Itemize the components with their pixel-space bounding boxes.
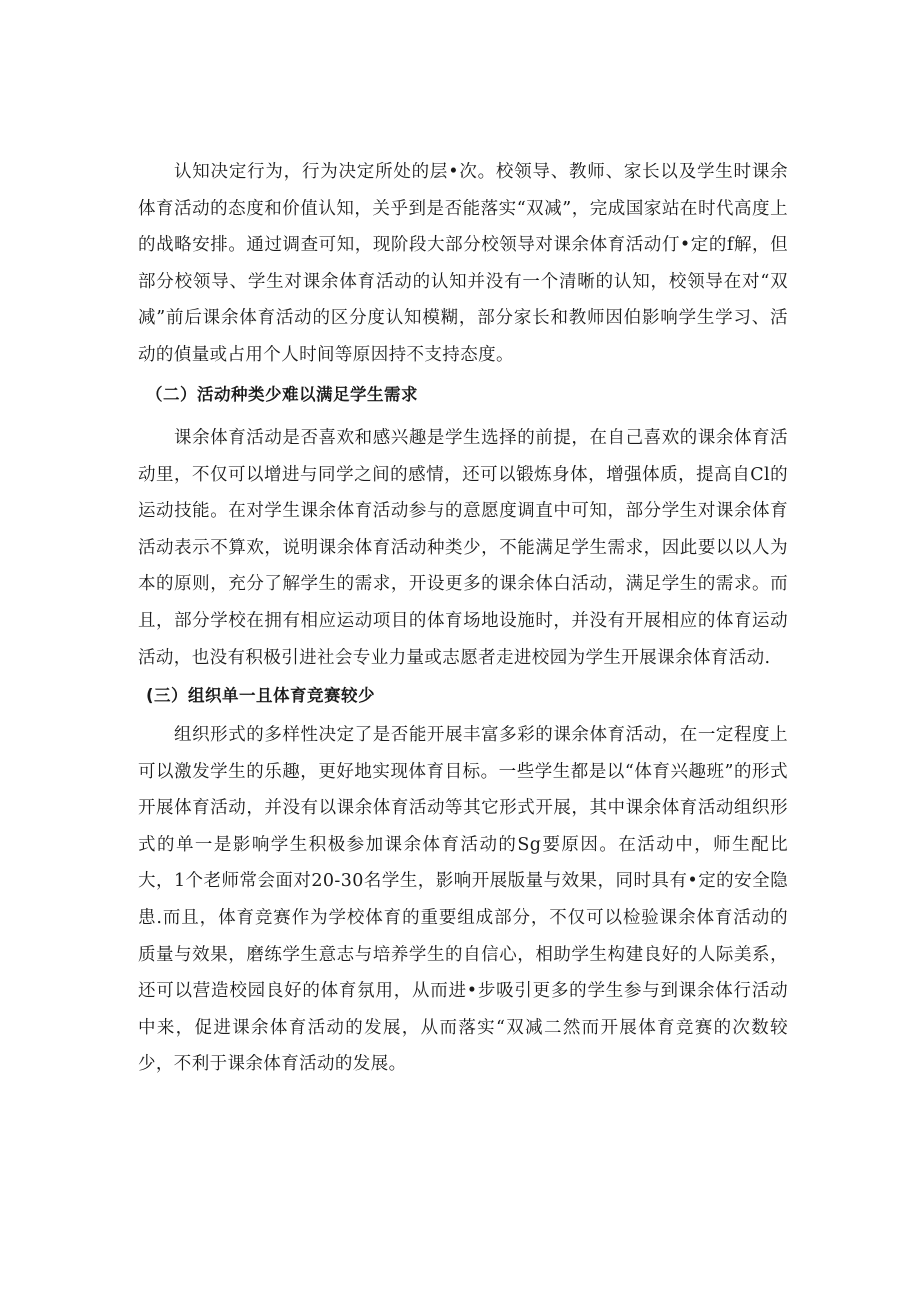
section-heading-organization: (三）组织单一且体育竞赛较少 — [146, 686, 376, 705]
paragraph-organization: 组织形式的多样性决定了是否能开展丰富多彩的课余体育活动，在一定程度上可以激发学生的乐趣，更好地实现体育目标。一些学生都是以“体育兴趣班”的形式开展体育活动，并没有以课余体育活动等其它形式开展，其中课余体育活动组织形式的单一是影响学生积极参加课余体育活动的Sg要原因。在活动中，师生配比大，1个老师常会面对20-30名学生，影响开展版量与效果，同时具有•定的安全隐患.而且，体育竞赛作为学校体育的重要组成部分，不仅可以检验课余体育活动的质量与效果，磨练学生意志与培养学生的自信心，相助学生构建良好的人际美系，还可以营造校园良好的体育氛用，从而进•步吸引更多的学生参与到课余体行活动中来，促进课余体育活动的发展，从而落实“双减二然而开展体育竞赛的次数较少，不利于课余体育活动的发展。 — [138, 725, 788, 1075]
paragraph-cognition: 认知决定行为，行为决定所处的层•次。校领导、教师、家长以及学生时课余体育活动的态度和价值认知，关乎到是否能落实“双减”，完成国家站在时代高度上的战略安排。通过调查可知，现阶段大部分校领导对课余体育活动仃•定的f解，但部分校领导、学生对课余体育活动的认知并没有一个清晰的认知，校领导在对“双减”前后课余体育活动的区分度认知模糊，部分家长和教师因伯影响学生学习、活动的偵量或占用个人时间等原因持不支持态度。 — [138, 162, 788, 365]
section-heading-activity-types: （二）活动种类少难以满足学生需求 — [146, 385, 418, 404]
paragraph-activity-types: 课余体育活动是否喜欢和感兴趣是学生选择的前提，在自己喜欢的课余体育活动里，不仅可以增进与同学之间的感情，还可以锻炼身体，增强体质，提高自Cl的运动技能。在对学生课余体育活动参与的意愿度调直中可知，部分学生对课余体育活动表示不算欢，说明课余体育活动种类少，不能满足学生需求，因此要以以人为本的原则，充分了解学生的需求，开设更多的课余体白活动，满足学生的需求。而且，部分学校在拥有相应运动项目的体育场地设施时，并没有开展相应的体育运动活动，也没有积极引进社会专业力量或志愿者走进校园为学生开展课余体育活动. — [138, 428, 788, 668]
